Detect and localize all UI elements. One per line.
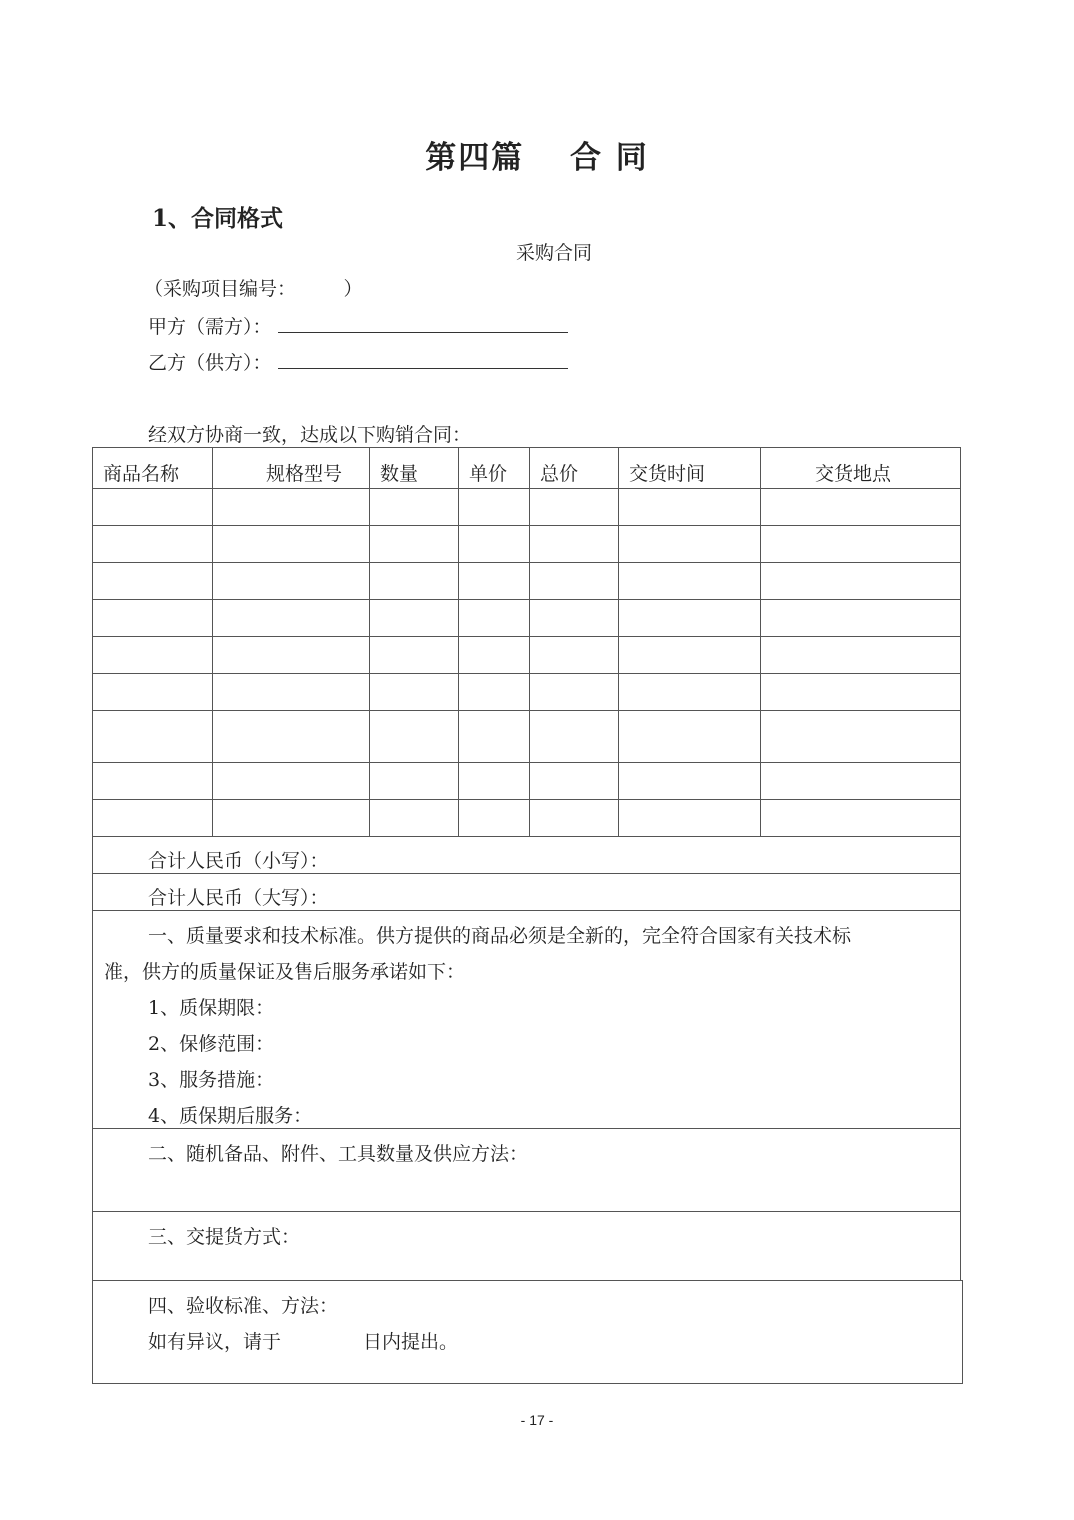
- row-divider: [92, 673, 961, 674]
- intro-text: 经双方协商一致，达成以下购销合同：: [148, 424, 472, 446]
- row-divider: [92, 525, 961, 526]
- row-divider: [92, 910, 961, 911]
- clause2-label: 二、随机备品、附件、工具数量及供应方法：: [148, 1143, 529, 1165]
- col-divider: [458, 447, 459, 836]
- section-heading: 1、合同格式: [152, 205, 284, 232]
- col-divider: [529, 447, 530, 836]
- party-a-field[interactable]: [278, 314, 568, 333]
- col-divider: [760, 447, 761, 836]
- row-divider: [92, 710, 961, 711]
- clause1-line1: 一、质量要求和技术标准。供方提供的商品必须是全新的，完全符合国家有关技术标: [148, 925, 852, 947]
- row-divider: [92, 636, 961, 637]
- row-divider: [92, 799, 961, 800]
- project-number-label: （采购项目编号： ）: [144, 278, 363, 300]
- header-unit-price: 单价: [469, 463, 508, 485]
- header-product-name: 商品名称: [103, 463, 180, 485]
- clause1-item: 1、质保期限：: [148, 997, 275, 1019]
- page-title: 第四篇 合 同: [425, 140, 649, 176]
- clause1-line2: 准，供方的质量保证及售后服务承诺如下：: [104, 961, 466, 983]
- clause1-item: 4、质保期后服务：: [148, 1105, 313, 1127]
- header-delivery-place: 交货地点: [815, 463, 892, 485]
- party-a-row: [148, 312, 568, 339]
- col-divider: [618, 447, 619, 836]
- clause4-label: 四、验收标准、方法：: [148, 1295, 339, 1317]
- row-divider: [92, 488, 961, 489]
- row-divider: [92, 1211, 961, 1212]
- party-b-label: 乙方（供方）：: [148, 352, 272, 374]
- row-divider: [92, 562, 961, 563]
- party-b-field[interactable]: [278, 350, 568, 369]
- col-divider: [212, 447, 213, 836]
- row-divider: [92, 762, 961, 763]
- page-number: - 17 -: [520, 1412, 554, 1428]
- row-divider: [92, 599, 961, 600]
- clause4-objection-pre: 如有异议，请于: [148, 1331, 282, 1353]
- clause1-item: 2、保修范围：: [148, 1033, 275, 1055]
- party-b-row: [148, 348, 568, 375]
- row-divider: [92, 836, 961, 837]
- header-total-price: 总价: [540, 463, 579, 485]
- row-divider: [92, 873, 961, 874]
- clause3-label: 三、交提货方式：: [148, 1226, 301, 1248]
- total-small-label: 合计人民币（小写）：: [148, 850, 329, 872]
- contract-title: 采购合同: [516, 242, 593, 264]
- total-big-label: 合计人民币（大写）：: [148, 887, 329, 909]
- clause4-objection-post: 日内提出。: [363, 1331, 459, 1353]
- col-divider: [369, 447, 370, 836]
- header-spec-model: 规格型号: [266, 463, 343, 485]
- clause1-item: 3、服务措施：: [148, 1069, 275, 1091]
- header-delivery-time: 交货时间: [629, 463, 706, 485]
- party-a-label: 甲方（需方）：: [148, 316, 272, 338]
- row-divider: [92, 1128, 961, 1129]
- header-quantity: 数量: [380, 463, 419, 485]
